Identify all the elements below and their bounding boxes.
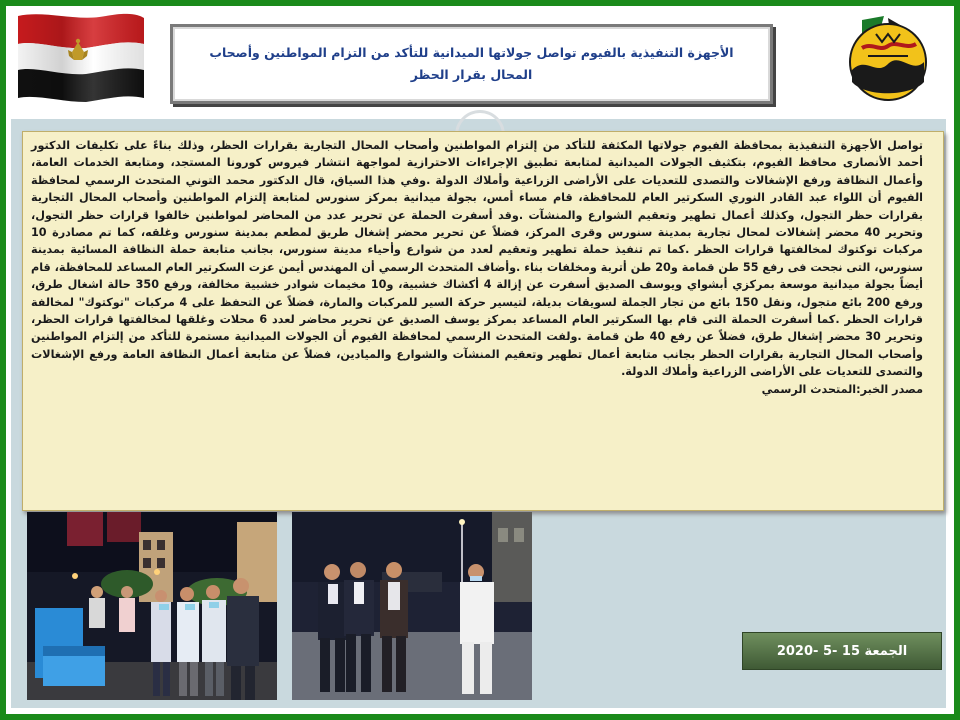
fayoum-governorate-logo (832, 12, 944, 102)
headline-box (170, 24, 773, 104)
article-panel (22, 131, 944, 511)
inspection-photo-group (27, 512, 277, 700)
inspection-photo-officials (292, 512, 532, 700)
headline-title: الأجهزة التنفيذية بالفيوم تواصل جولاتها الميدانية للتأكد من التزام المواطنين وأصحاب المحال بقرار الحظر (209, 45, 734, 82)
egypt-flag-icon (16, 10, 146, 102)
article-body: تواصل الأجهزة التنفيذية بمحافظة الفيوم جولاتها المكثفة للتأكد من إلتزام المواطنين وأصحاب المحال التجارية بقرارات الحظر، وذلك بناءً على تكليفات الدكتور أحمد الأنصارى محافظ الفيوم، بتكثيف الجولات الميدانية لمتابعة تطبيق الإجراءات الاحترازية لمواجهة انتشار فيروس كورونا المستجد، ومتابعة الخدمات العامة، وأعمال النظافة ورفع الإشغالات والتصدى للتعديات على الأراضى الزراعية وأملاك الدولة .وفي هذا السياق، قال الدكتور محمد التوني المتحدث الرسمي لمحافظة الفيوم أن اللواء عبد القادر النوري السكرتير العام للمحافظة، قام مساء أمس، بجولة ميدانية بمركز سنورس لمتابعة إلتزام المواطنين وأصحاب المحال التجارية بقرارات حظر التجول، وكذلك أعمال تطهير وتعقيم الشوارع والمنشآت .وقد أسفرت الحملة عن تحرير عدد من المحاضر لمواطنين خالفوا قرارات حظر التجول، وتحرير 40 محضر إشغالات لمحال تجارية بمدينة سنورس وقرى المركز، فضلاً عن تحرير محضر إشغال طريق لمطعم بمدينة سنورس وغلقه، كما تم مصادرة 10 مركبات توكتوك لمخالفتها قرارات الحظر .كما تم تنفيذ حملة تطهير وتعقيم لعدد من شوارع وأحياء مدينة سنورس، بجانب متابعة حملة النظافة المسائية بمدينة سنورس، التى نجحت فى رفع 55 طن قمامة و20 طن أتربة ومخلفات بناء .وأضاف المتحدث الرسمي أن المهندس أيمن عزت السكرتير العام المساعد للمحافظة، قام أيضاً بجولة ميدانية موسعة بمركزي أبشواي ويوسف الصديق أسفرت عن إزالة 4 أكشاك خشبية، و10 مخيمات شوادر خشبية مخالفة، ورفع 350 حالة اشغال طرق، ورفع 200 بائع متجول، ونقل 150 بائع من تجار الجملة لسويقات بديلة، لتيسير حركة السير للمركبات والمارة، فضلاً عن التحفظ على 4 مركبات "توكتوك" لمخالفة قرارات الحظر .كما أسفرت الحملة التى قام بها السكرتير العام المساعد بمركز يوسف الصديق عن تحرير محاضر لعدد 6 محلات وغلقها لمخالفتها قرارات الحظر، وتحرير 30 محضر إشغال طرق، فضلاً عن رفع 40 طن قمامة .ولفت المتحدث الرسمي لمحافظة الفيوم أن الجولات الميدانية مستمرة للتأكد من إلتزام المواطنين وأصحاب المحال التجارية بقرارات الحظر بجانب متابعة أعمال تطهير وتعقيم المنشآت والشوارع والميادين، فضلاً عن متابعة أعمال النظافة العامة ورفع الإشغالات والتصدى للتعديات على الأراضى الزراعية وأملاك الدولة. (31, 139, 923, 379)
date-badge (742, 632, 942, 670)
article-source: مصدر الخبر:المتحدث الرسمي (761, 382, 923, 396)
date-text: الجمعة 15 -5 -2020 (776, 643, 908, 659)
